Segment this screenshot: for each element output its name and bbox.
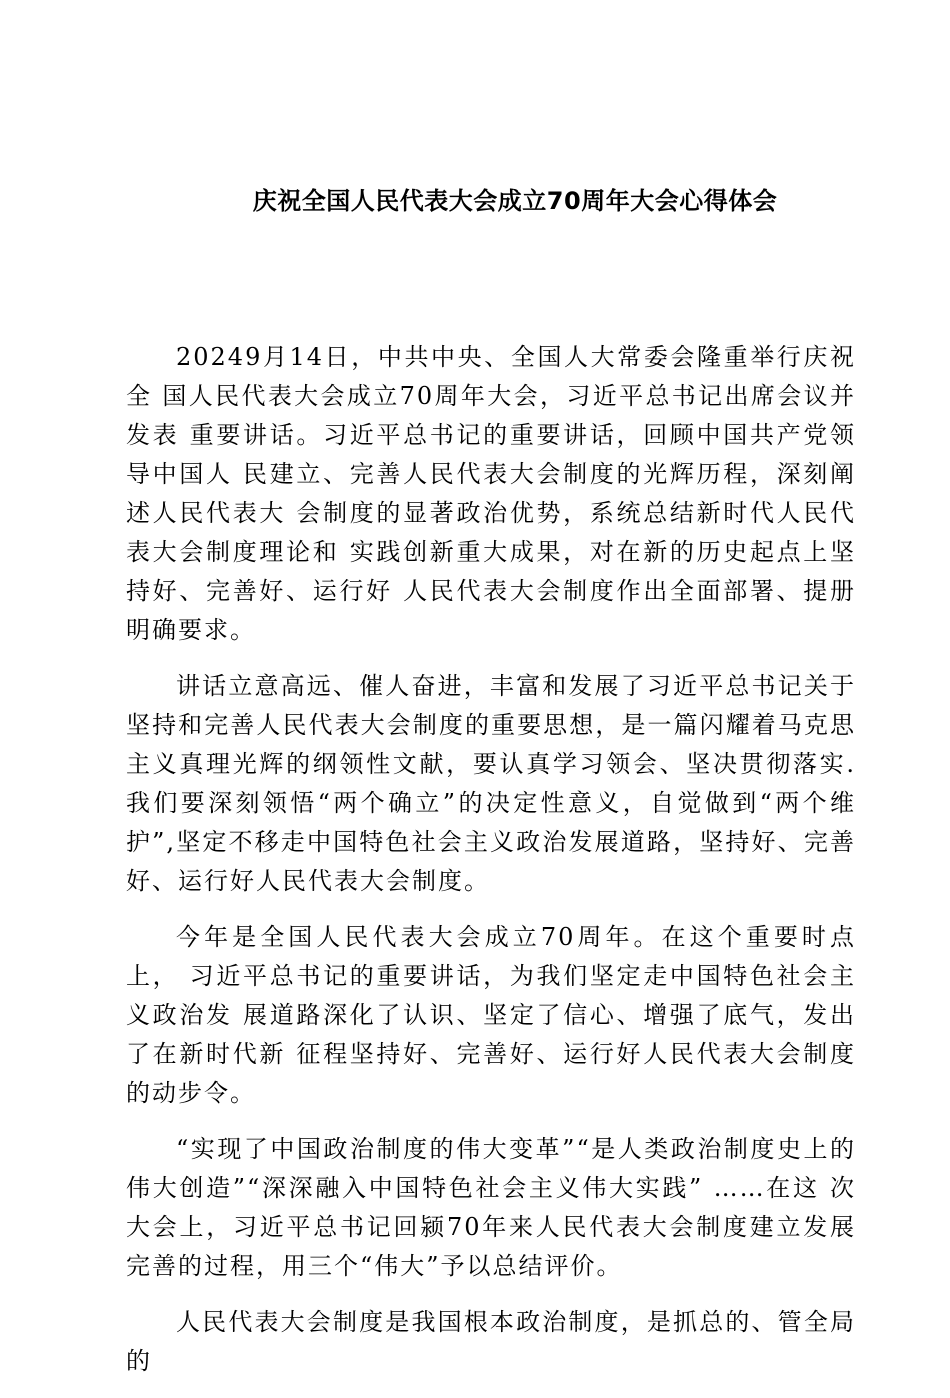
paragraph-4: “实现了中国政治制度的伟大变革”“是人类政治制度史上的伟大创造”“深深融入中国特色社会主义伟大实践” ……在这 次大会上，习近平总书记回颍70年来人民代表大会制度建立发展 完善的过程，用三个“伟大”予以总结评价。: [126, 1135, 856, 1280]
paragraph-2: 讲话立意高远、催人奋进，丰富和发展了习近平总书记关于坚持和完善人民代表大会制度的重要思想，是一篇闪耀着马克思主义真理光辉的纲领性文献，要认真学习领会、坚决贯彻落实.我们要深刻领悟“两个确立”的决定性意义，自觉做到“两个维护”,坚定不移走中国特色社会主义政治发展道路，坚持好、完善好、运行好人民代表大会制度。: [126, 672, 856, 895]
document-body: [126, 338, 856, 1398]
paragraph-5: 人民代表大会制度是我国根本政治制度，是抓总的、管全局的: [126, 1308, 856, 1375]
paragraph-3: 今年是全国人民代表大会成立70周年。在这个重要时点上， 习近平总书记的重要讲话，为我们坚定走中国特色社会主义政治发 展道路深化了认识、坚定了信心、增强了底气，发出了在新时代新 征程坚持好、完善好、运行好人民代表大会制度的动步令。: [126, 923, 856, 1107]
paragraph-1: 20249月14日，中共中央、全国人大常委会隆重举行庆祝全 国人民代表大会成立70周年大会，习近平总书记出席会议并发表 重要讲话。习近平总书记的重要讲话，回顾中国共产党领导中国人 民建立、完善人民代表大会制度的光辉历程，深刻阐述人民代表大 会制度的显著政治优势，系统总结新时代人民代表大会制度理论和 实践创新重大成果，对在新的历史起点上坚持好、完善好、运行好 人民代表大会制度作出全面部署、提册明确要求。: [126, 343, 856, 644]
document-title: 庆祝全国人民代表大会成立70周年大会心得体会: [252, 187, 778, 215]
